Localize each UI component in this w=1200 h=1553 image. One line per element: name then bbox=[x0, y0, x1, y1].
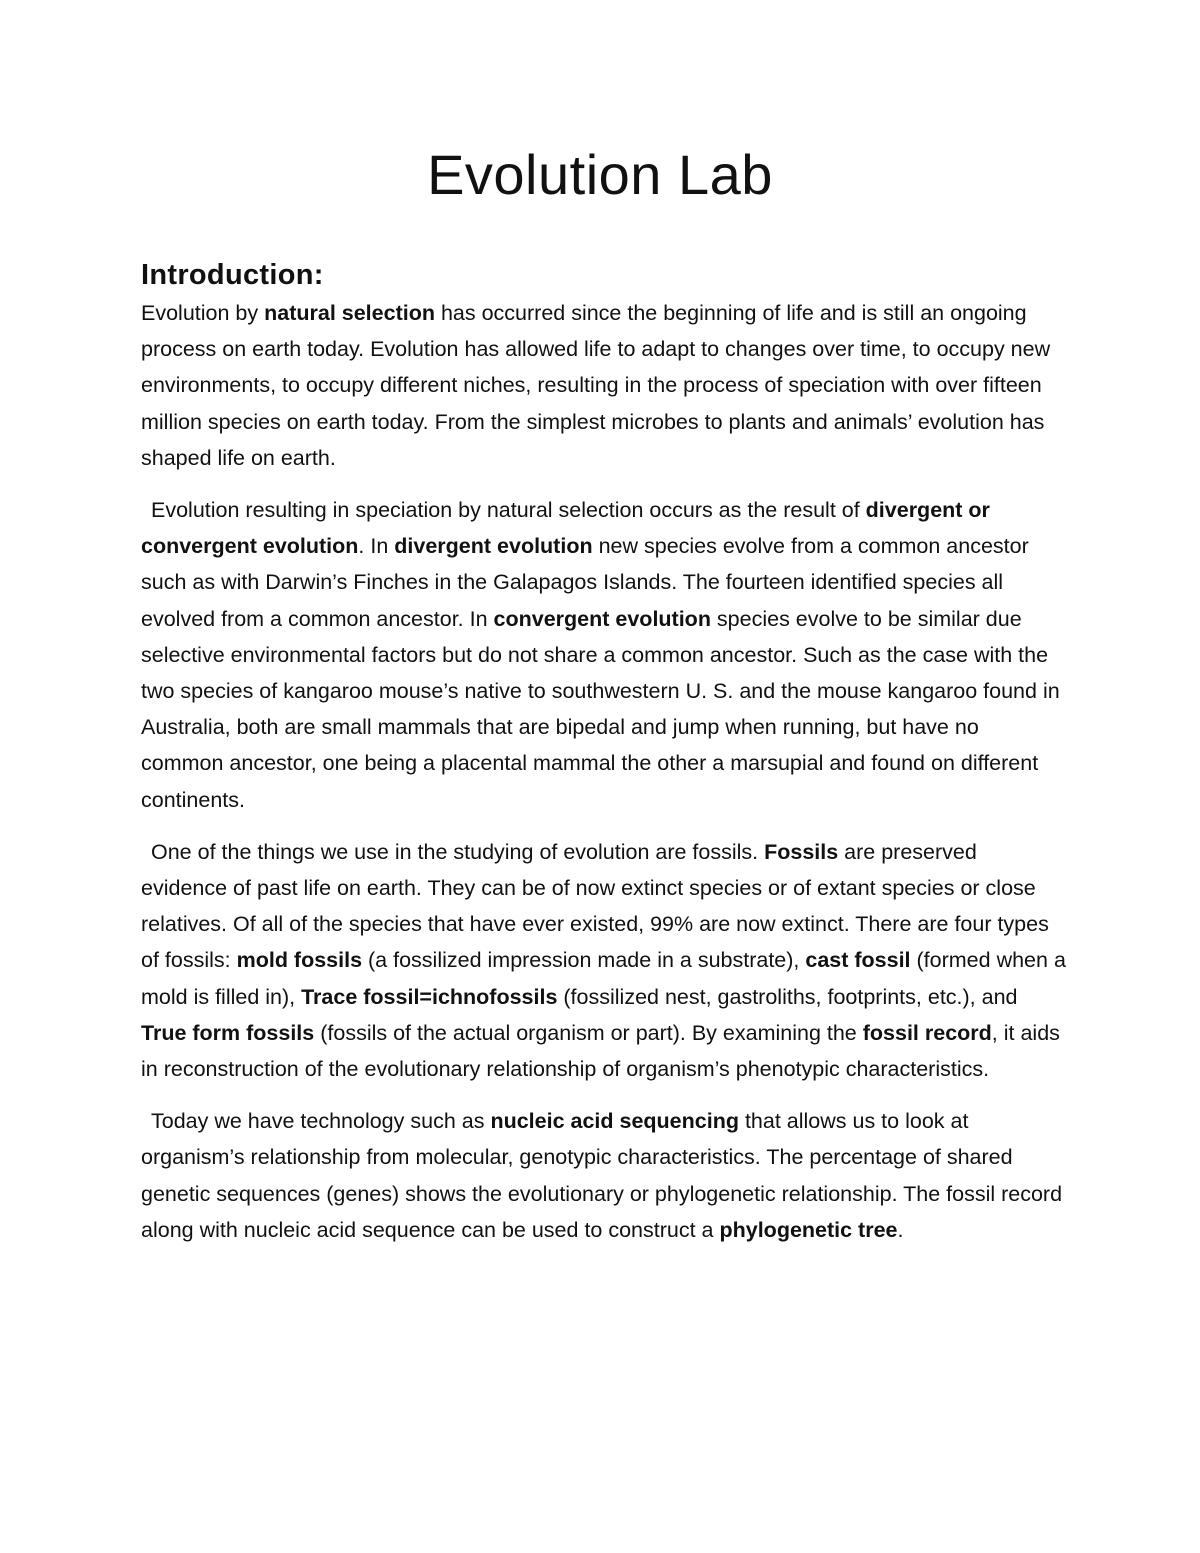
body-paragraph-1 bbox=[141, 295, 1066, 476]
bold-term: mold fossils bbox=[236, 948, 363, 973]
document-body bbox=[141, 255, 1066, 1264]
paragraph-text: has occurred since the beginning of life and is still an ongoing process on earth today. Evolution has allowed life to adapt to changes over time, to occupy new environments, to occupy different niches, resulting in the process of speciation with over fifteen million species on earth today. From the simplest microbes to plants and animals’ evolution has shaped life on earth. bbox=[141, 301, 1051, 470]
paragraph-text: One of the things we use in the studying of evolution are fossils. bbox=[151, 839, 765, 864]
bold-term: True form fossils bbox=[141, 1020, 315, 1045]
paragraph-text: Today we have technology such as bbox=[151, 1109, 491, 1134]
bold-term: cast fossil bbox=[805, 948, 911, 973]
paragraph-text: Evolution by bbox=[141, 301, 265, 325]
paragraph-text: (formed when a mold is filled in), bbox=[141, 948, 1066, 1009]
paragraph-text: (a fossilized impression made in a substrate), bbox=[362, 948, 806, 973]
bold-term: fossil record bbox=[862, 1020, 992, 1045]
bold-term: nucleic acid sequencing bbox=[490, 1109, 739, 1134]
bold-term: divergent or convergent evolution bbox=[141, 498, 990, 559]
paragraph-text: , it aids in reconstruction of the evolutionary relationship of organism’s phenotypic characteristics. bbox=[141, 1020, 1060, 1082]
paragraph-text: new species evolve from a common ancestor such as with Darwin’s Finches in the Galapagos Islands. The fourteen identified species all evolved from a common ancestor. In bbox=[141, 534, 1029, 631]
paragraph-text: (fossils of the actual organism or part). By examining the bbox=[314, 1020, 863, 1045]
paragraph-text: are preserved evidence of past life on earth. They can be of now extinct species or of extant species or close relatives. Of all of the species that have ever existed, 99% are now extinct. There are four types of fossils: bbox=[141, 839, 1049, 973]
paragraph-text: . In bbox=[358, 534, 395, 559]
bold-term: Fossils bbox=[764, 839, 839, 864]
body-paragraph-4 bbox=[141, 1103, 1066, 1248]
section-heading: Introduction: bbox=[141, 259, 324, 291]
paragraph-text: Evolution resulting in speciation by natural selection occurs as the result of bbox=[151, 498, 866, 523]
bold-term: convergent evolution bbox=[493, 606, 711, 631]
document-title: Evolution Lab bbox=[427, 143, 773, 206]
paragraph-text: species evolve to be similar due selective environmental factors but do not share a common ancestor. Such as the case with the two species of kangaroo mouse’s native to southwestern U. S. and the mouse kangaroo found in Australia, both are small mammals that are bipedal and jump when running, but have no common ancestor, one being a placental mammal the other a marsupial and found on different continents. bbox=[141, 606, 1060, 812]
bold-term: phylogenetic tree bbox=[719, 1217, 898, 1242]
bold-term: Trace fossil=ichnofossils bbox=[301, 984, 558, 1009]
body-paragraph-2 bbox=[141, 492, 1066, 818]
bold-term: divergent evolution bbox=[394, 534, 593, 559]
paragraph-text: (fossilized nest, gastroliths, footprints, etc.), and bbox=[557, 984, 1018, 1009]
paragraph-text: that allows us to look at organism’s relationship from molecular, genotypic characteristics. The percentage of shared genetic sequences (genes) shows the evolutionary or phylogenetic relationship. The fossil record along with nucleic acid sequence can be used to construct a bbox=[141, 1109, 1063, 1242]
bold-term: natural selection bbox=[264, 301, 435, 325]
paragraph-text: . bbox=[897, 1217, 904, 1242]
body-paragraph-3 bbox=[141, 834, 1066, 1087]
paragraph-list bbox=[141, 295, 1066, 1248]
